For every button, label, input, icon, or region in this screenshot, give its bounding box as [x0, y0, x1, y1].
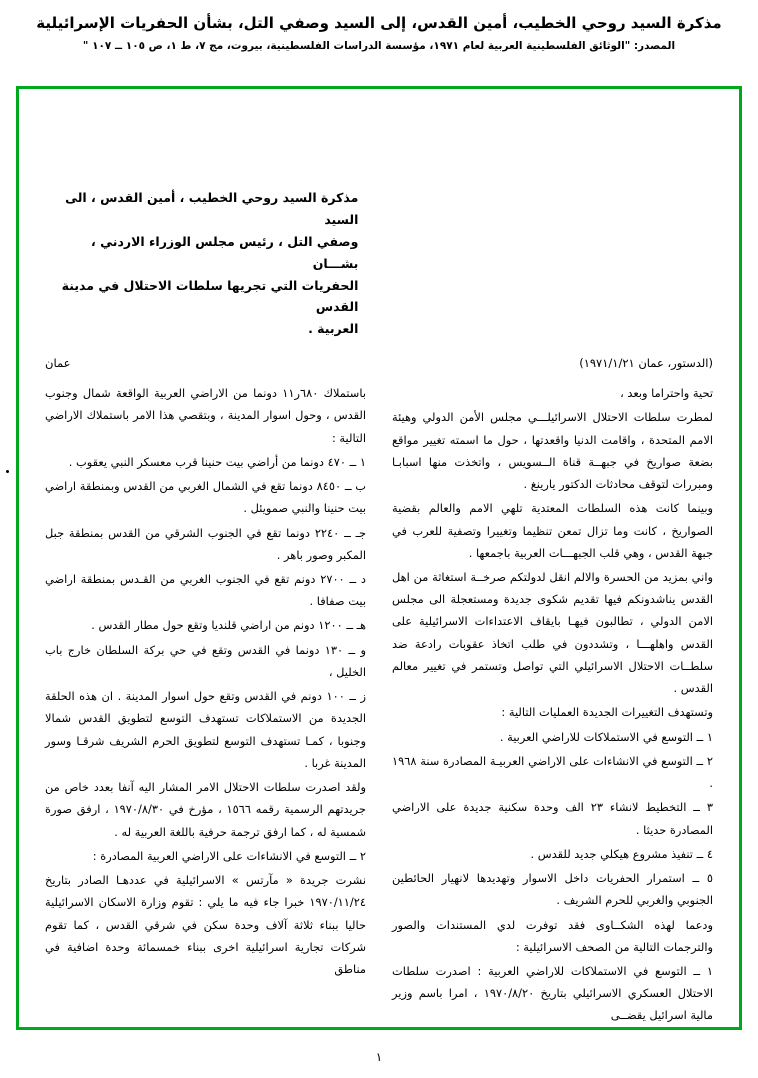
memo-heading-line-1: مذكرة السيد روحي الخطيب ، أمين القدس ، الى السيد — [65, 190, 359, 227]
column-right — [392, 382, 713, 1029]
list-item: ١ ــ التوسع في الاستملاكات للاراضي العربية . — [499, 729, 713, 744]
list-item: ٢ ــ التوسع في الانشاءات على الاراضي العربية المصادرة : — [92, 848, 366, 863]
paragraph: وبينما كانت هذه السلطات المعتدية تلهي الامم والعالم بقضية الصواريخ ، كانت وما تزال تمعن تنظيما وتغييرا وتصفية للعرب في جبهة القدس ، وهي قلب الجبهـــات العربية باجمعها . — [392, 501, 713, 560]
paragraph: باستملاك ٦٨٠ر١١ دونما من الاراضي العربية الواقعة شمال وجنوب القدس ، وحول اسوار المدينة ، وبتقصي هذا الامر باستملاك الاراضي التالية : — [45, 386, 366, 445]
list-item: ب ــ ٨٤٥٠ دونما تقع في الشمال الغربي من القدس وبمنطقة اراضي بيت حنينا والنبي صمويئل . — [45, 479, 367, 516]
paragraph: نشرت جريدة « مآرتس » الاسرائيلية في عددهـا الصادر بتاريخ ١٩٧٠/١١/٢٤ خبرا جاء فيه ما يلي : تقوم وزارة الاسكان الاسرائيلية حاليا ببناء ثلاثة آلاف وحدة سكن في شرقي القدس ، كما تقوم شركات تجارية اسرائيلية اخرى ببناء خمسمائة وحدة اضافية في مناطق — [45, 873, 366, 976]
memo-heading-line-4: العربية . — [308, 321, 359, 337]
paragraph: وتستهدف التغييرات الجديدة العمليات التالية : — [501, 705, 713, 720]
paragraph: تحية واحتراما وبعد ، — [620, 386, 713, 401]
page-title: مذكرة السيد روحي الخطيب، أمين القدس، إلى السيد وصفي التل، بشأن الحفريات الإسرائيلية — [36, 14, 722, 32]
list-item: د ــ ٢٧٠٠ دونم تقع في الجنوب الغربي من القـدس بمنطقة اراضي بيت صفافا . — [45, 572, 366, 609]
paragraph: لمطرت سلطات الاحتلال الاسرائيلـــي مجلس الأمن الدولي وهيئة الامم المتحدة ، واقامت الدنيا واقعدتها ، حول ما اسمته تغيير مواقع بضعة صواريخ في جبهــة قناة الــسويس ، واتخذت منها اسبابـا ومبررات لتوقف محادثات الدكتور يارينغ . — [392, 410, 713, 492]
memo-heading — [45, 107, 392, 340]
green-border-frame — [16, 86, 742, 1030]
margin-mark — [6, 470, 9, 473]
memo-heading-line-3: الحفريات التي تجريها سلطات الاحتلال في مدينة القدس — [61, 277, 359, 315]
list-item: ٥ ــ استمرار الحفريات داخل الاسوار وتهديدها لانهيار الحائطين الجنوبي والغربي للحرم الشريف . — [392, 871, 713, 908]
list-item: ز ــ ١٠٠ دونم في القدس وتقع حول اسوار المدينة . ان هذه الحلقة الجديدة من الاستملاكات تستهدف التوسع لتطويق القدس شمالا وجنوبا ، كمـا تستهدف التوسع لتطويق الحرم الشريف شرقـا وسور المدينة غربا . — [45, 689, 366, 770]
list-item: ١ ــ ٤٧٠ دونما من أراضي بيت حنينا قرب معسكر النبي يعقوب . — [68, 454, 366, 469]
source-citation: المصدر: "الوثائق الفلسطينية العربية لعام ١٩٧١، مؤسسة الدراسات الفلسطينية، بيروت، مج ٧، ط ١، ص ١٠٥ ــ ١٠٧ " — [82, 39, 676, 52]
list-item: جـ ــ ٢٢٤٠ دونما تقع في الجنوب الشرقي من القدس بمنطقة جبل المكبر وصور باهر . — [45, 525, 367, 562]
paragraph: واني بمزيد من الحسرة والالم انقل لدولتكم صرخــة استغاثة من اهل القدس يناشدونكم فيها تقديم شكوى جديدة ومستعجلة الى مجلس الامن الدولي ، تطالبون فيهـا بايقاف الاعتداءات الاسرائيلية على القدس واهلهـــا ، وتشددون في طلب اتخاذ عقوبات رادعة ضد سلطــات الاحتلال الاسرائيلي التي تواصل وتستمر في تغيير معالم القدس . — [392, 570, 713, 696]
memo-city: عمان — [45, 356, 71, 371]
list-item: ٤ ــ تنفيذ مشروع هيكلي جديد للقدس . — [530, 846, 713, 861]
memo-meta-row — [45, 340, 713, 378]
list-item: و ــ ١٣٠ دونما في القدس وتقع في حي بركة السلطان خارج باب الخليل ، — [45, 642, 366, 679]
two-column-body — [45, 378, 713, 1029]
list-item: ٣ ــ التخطيط لانشاء ٢٣ الف وحدة سكنية جديدة على الاراضي المصادرة حديثا . — [392, 800, 713, 837]
list-item: هـ ــ ١٢٠٠ دونم من اراضي قلنديا وتقع حول مطار القدس . — [91, 618, 366, 633]
document-header — [0, 0, 758, 53]
paragraph: ولقد اصدرت سلطات الاحتلال الامر المشار اليه آنفا بعدد خاص من جريدتهم الرسمية رقمه ١٥٦٦ ، مؤرخ في ١٩٧٠/٨/٣٠ ، ارفق صورة شمسية له ، كما ارفق ترجمة حرفية باللغة العربية له . — [45, 780, 366, 839]
paragraph: ودعما لهذه الشكــاوى فقد توفرت لدي المستندات والصور والترجمات التالية من الصحف الاسرائيلية : — [392, 917, 713, 954]
framed-content — [19, 89, 739, 1027]
memo-heading-line-2: وصفي التل ، رئيس مجلس الوزراء الاردني ، بشـــان — [91, 233, 359, 271]
memo-dateline: (الدستور، عمان ١٩٧١/١/٢١) — [579, 356, 713, 371]
page-number: ١ — [375, 1050, 383, 1064]
column-left — [45, 382, 366, 1029]
paragraph: ١ ــ التوسع في الاستملاكات للاراضي العربية : اصدرت سلطات الاحتلال العسكري الاسرائيلي بتاريخ ١٩٧٠/٨/٢٠ ، امرا باسم وزير مالية اسرائيل يقضــى — [392, 963, 713, 1023]
list-item: ٢ ــ التوسع في الانشاءات على الاراضي العربيـة المصادرة سنة ١٩٦٨ . — [392, 753, 713, 791]
